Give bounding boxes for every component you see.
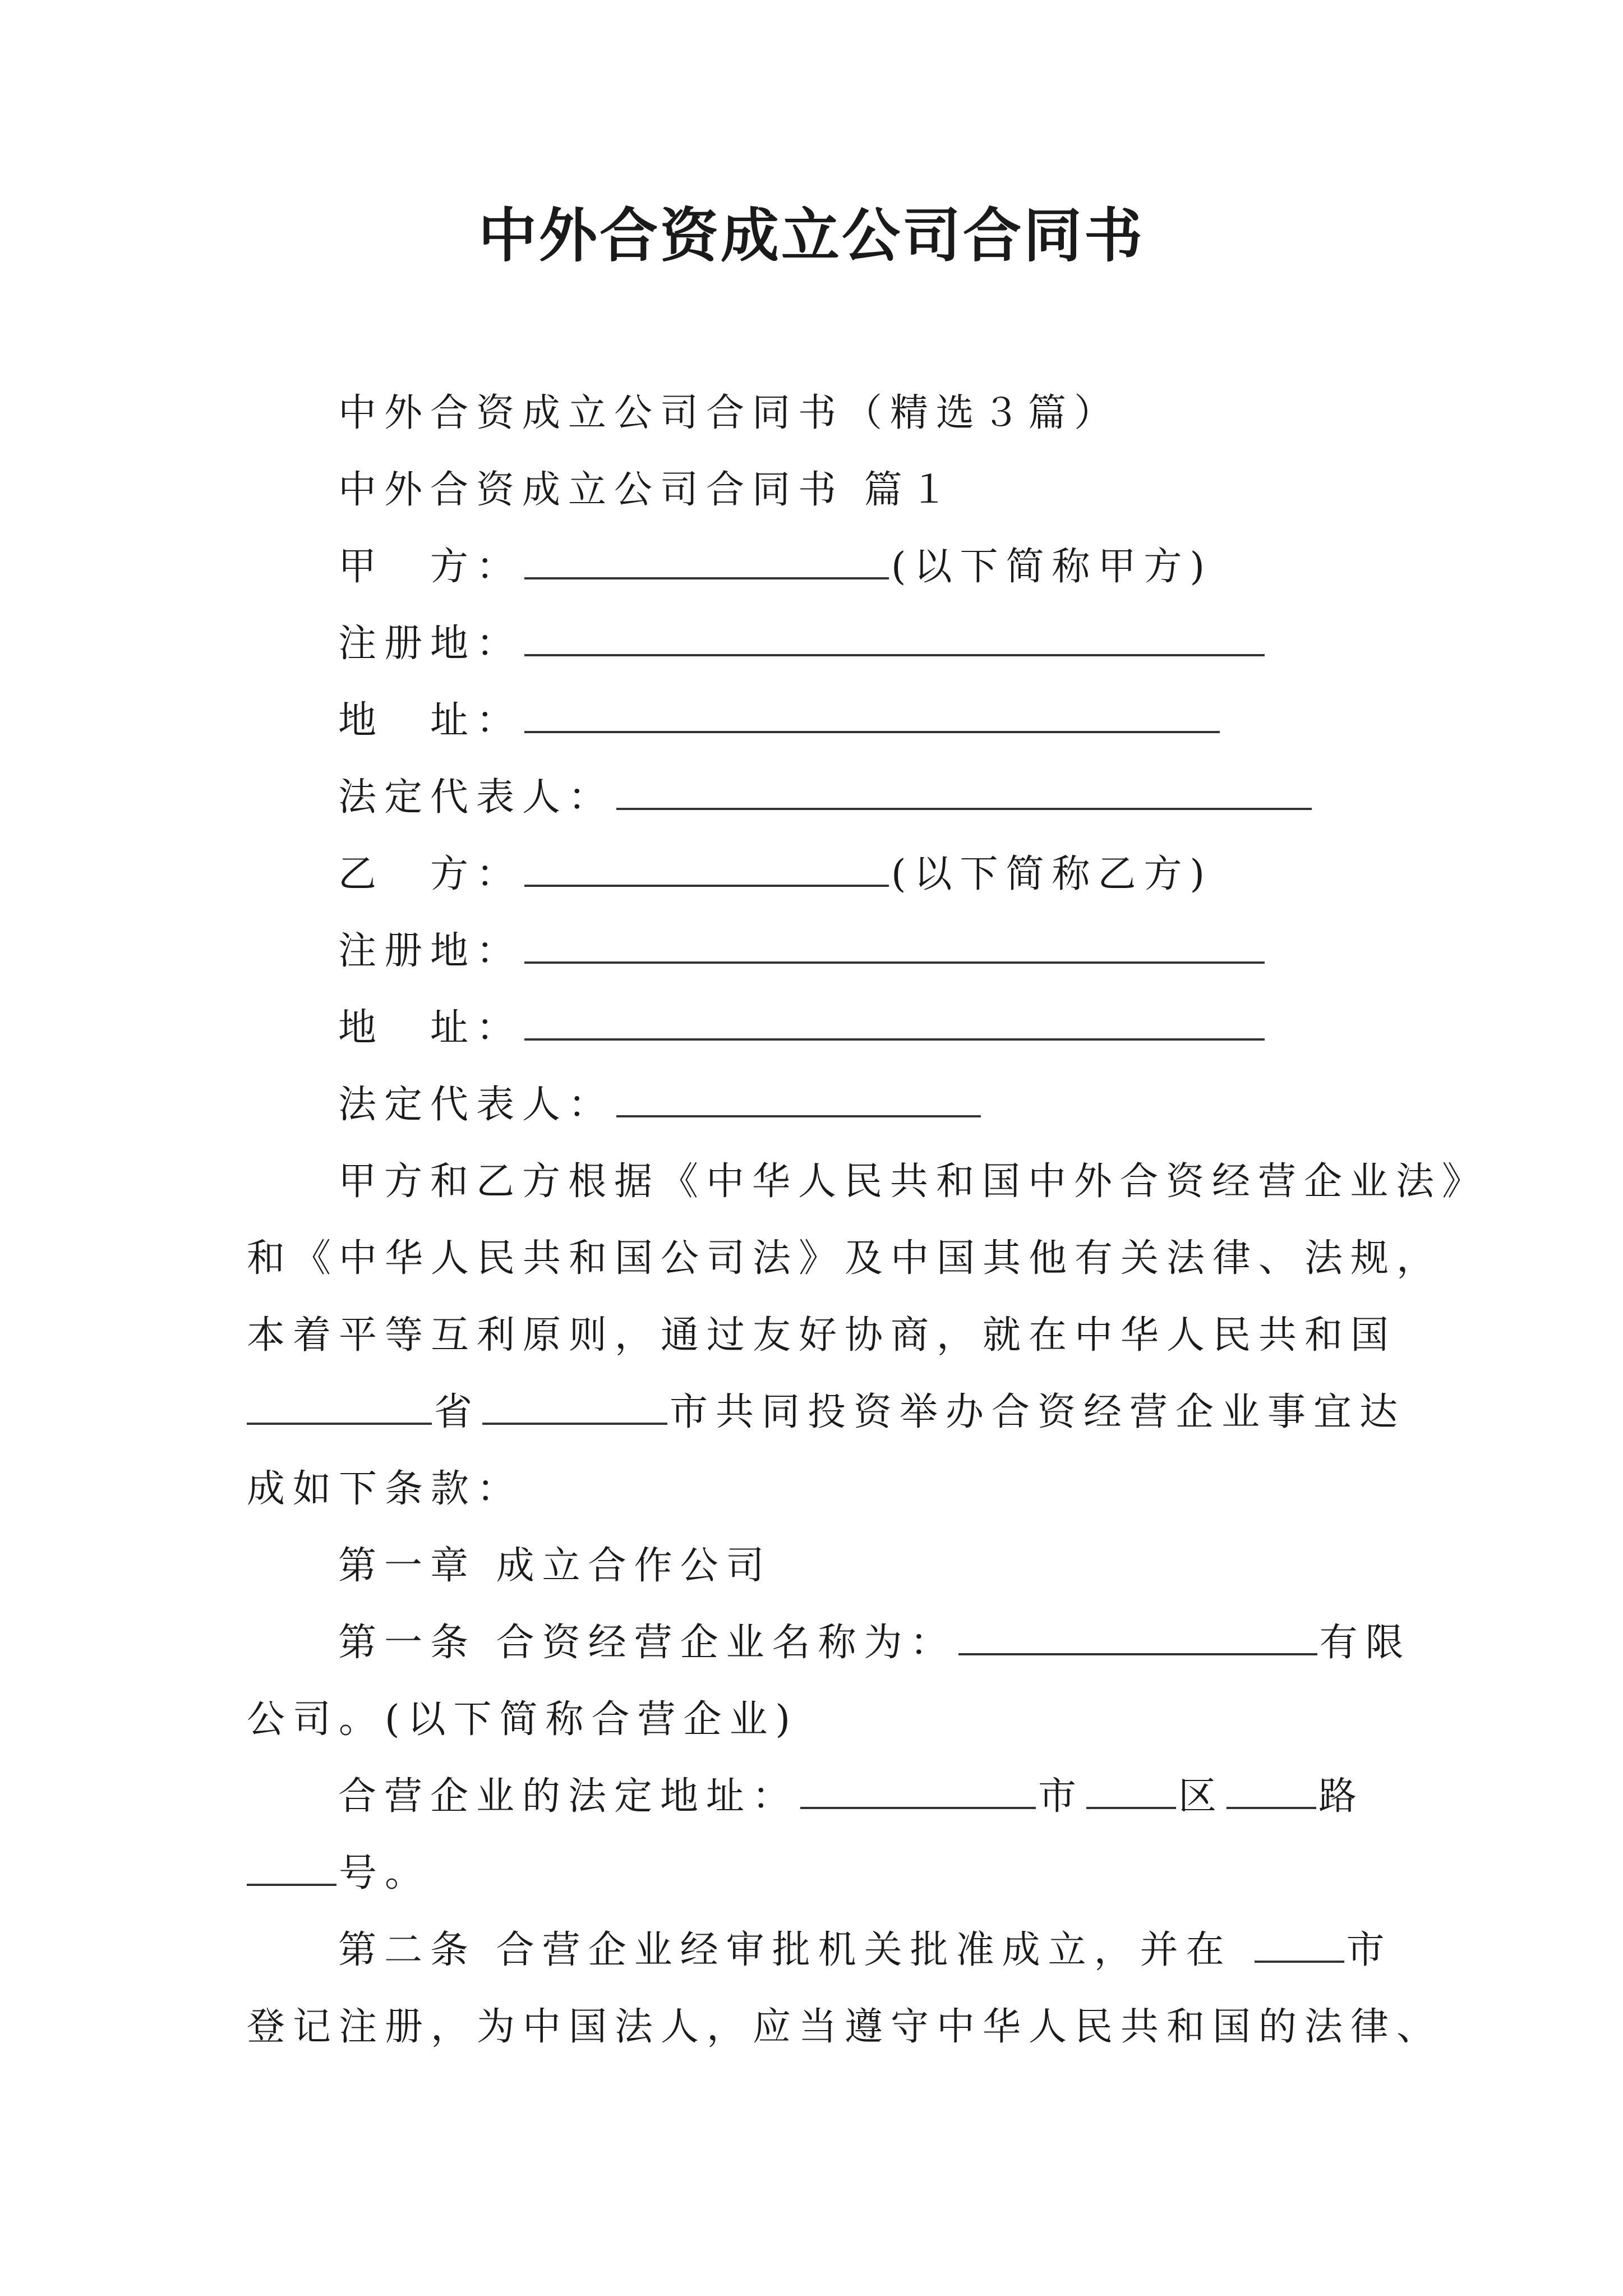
province-blank [247,1388,432,1425]
party-b-registration-line [247,913,1385,990]
party-b-address-blank [524,1004,1265,1041]
article-1-line-2: 公司。(以下简称合营企业) [247,1697,799,1742]
article-2-line-2: 登记注册，为中国法人，应当遵守中华人民共和国的法律、 [247,2005,1443,2049]
party-a-line [247,528,1385,605]
city-blank [482,1388,667,1425]
address-district-blank [1086,1772,1176,1809]
preamble-line-5: 成如下条款： [247,1467,523,1511]
party-b-line [247,836,1385,913]
party-a-blank [524,542,889,579]
party-b-address-label: 地 址： [338,1006,523,1050]
preamble-line-4: 省 市共同投资举办合资经营企业事宜达 [247,1374,1385,1451]
document-title: 中外合资成立公司合同书 [478,201,1145,270]
party-b-registration-blank [524,927,1265,964]
company-name-blank [958,1618,1317,1655]
party-a-address-blank [524,696,1220,733]
party-a-representative-label: 法定代表人： [338,775,615,820]
article-2-line-1: 第二条 合营企业经审批机关批准成立，并在 市 [247,1912,1385,1989]
legal-address-line: 合营企业的法定地址： 市 区 路 [247,1758,1385,1835]
party-b-address-line [247,990,1385,1066]
party-a-registration-line [247,605,1385,682]
preamble-line-1: 甲方和乙方根据《中华人民共和国中外合资经营企业法》 [338,1159,1488,1204]
preamble-line-2: 和《中华人民共和国公司法》及中国其他有关法律、法规， [247,1236,1443,1281]
party-a-registration-label: 注册地： [338,622,523,666]
subtitle: 中外合资成立公司合同书（精选３篇） [338,391,1121,435]
document-body [247,375,1488,2065]
legal-address-line-2: 号。 [247,1835,1385,1912]
party-a-representative-blank [616,773,1312,810]
part-heading: 中外合资成立公司合同书 篇１ [338,468,956,512]
party-b-label: 乙 方： [338,852,523,896]
party-b-blank [524,850,889,887]
party-a-representative-line [247,759,1385,836]
preamble-line-3: 本着平等互利原则，通过友好协商，就在中华人民共和国 [247,1313,1397,1358]
address-city-blank [800,1772,1036,1809]
party-b-representative-label: 法定代表人： [338,1083,615,1127]
party-a-label: 甲 方： [338,545,523,589]
party-a-address-line [247,682,1385,759]
registration-city-blank [1255,1926,1344,1963]
article-1-line-1: 第一条 合资经营企业名称为： 有限 [247,1604,1385,1681]
party-b-representative-blank [616,1080,981,1117]
party-b-representative-line [247,1066,1385,1143]
party-a-registration-blank [524,619,1265,656]
address-road-blank [1227,1772,1316,1809]
party-a-suffix: (以下简称甲方) [891,545,1213,589]
party-b-suffix: (以下简称乙方) [891,852,1213,896]
address-number-blank [247,1849,336,1886]
party-a-address-label: 地 址： [338,698,523,743]
party-b-registration-label: 注册地： [338,929,523,973]
chapter-heading: 第一章 成立合作公司 [338,1544,772,1588]
